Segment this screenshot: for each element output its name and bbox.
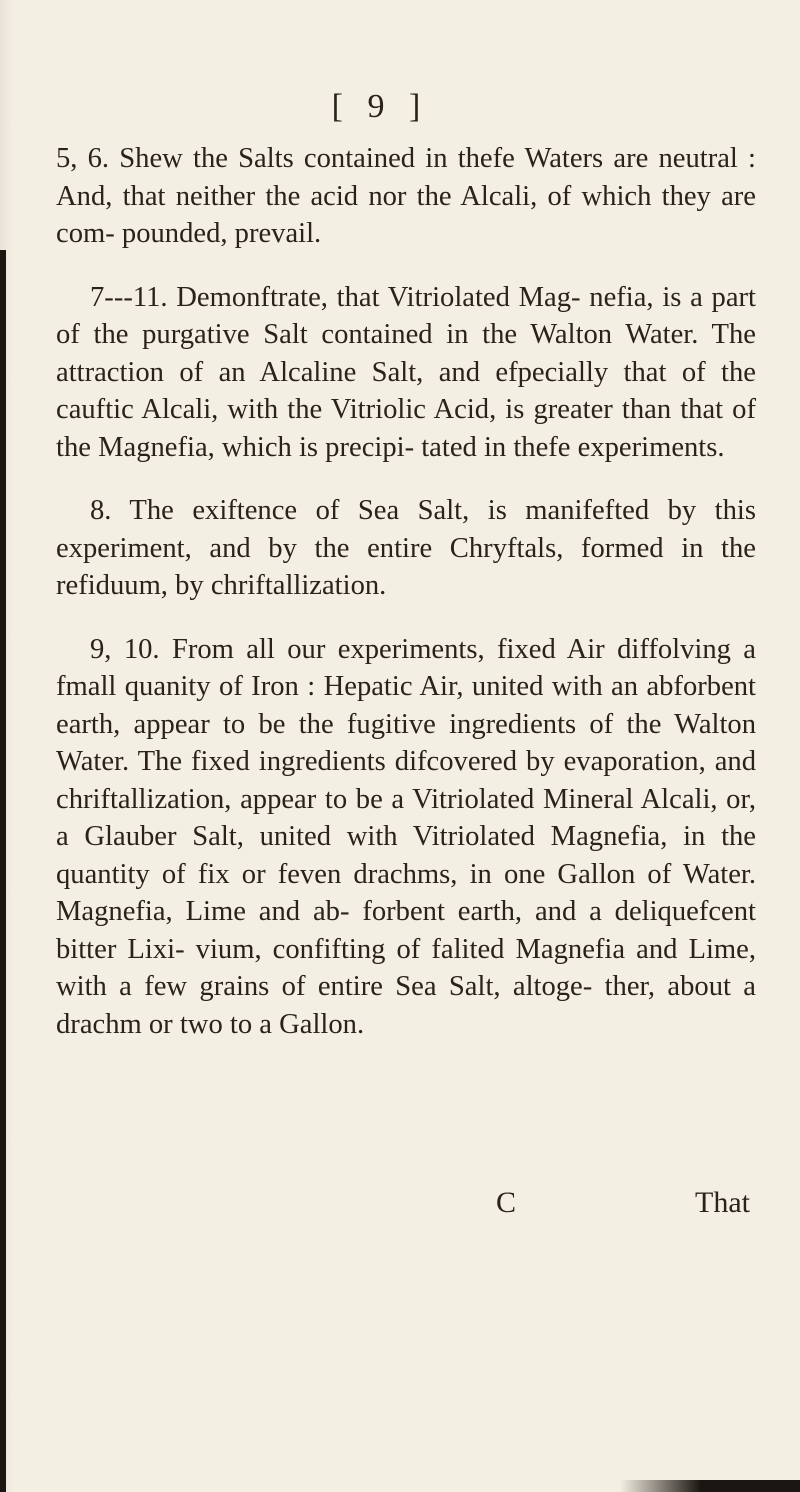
signature-mark: C (496, 1186, 517, 1219)
paragraph-8: 8. The exiftence of Sea Salt, is manifefted by this experiment, and by the entire Chryftals, formed in the refiduum, by chriftallization. (56, 495, 756, 601)
paragraph-5-6: 5, 6. Shew the Salts contained in thefe Waters are neutral : And, that neither the acid nor the Alcali, of which they are com- pounded, prevail. (56, 143, 756, 249)
page-edge-shadow (620, 1480, 800, 1492)
paragraph-9-10: 9, 10. From all our experiments, fixed Air diffolving a fmall quanity of Iron : Hepatic Air, united with an abforbent earth, appear to be the fugitive ingredients of the Walton Water. The fixed ingredients difcovered by evaporation, and chriftallization, appear to be a Vitriolated Mineral Alcali, or, a Glauber Salt, united with Vitriolated Magnefia, in the quantity of fix or feven drachms, in one Gallon of Water. Magnefia, Lime and ab- forbent earth, and a deliquefcent bitter Lixi- vium, confifting of falited Magnefia and Lime, with a few grains of entire Sea Salt, altoge- ther, about a drachm or two to a Gallon. (56, 633, 756, 1040)
binding-shadow (0, 250, 6, 1492)
body-text (56, 140, 756, 1069)
page-number: [ 9 ] (331, 88, 429, 125)
catchword: That (695, 1186, 750, 1219)
paragraph-7-11: 7---11. Demonftrate, that Vitriolated Mag- nefia, is a part of the purgative Salt contained in the Walton Water. The attraction of an Alcaline Salt, and efpecially that of the cauftic Alcali, with the Vitriolic Acid, is greater than that of the Magnefia, which is precipi- tated in thefe experiments. (56, 281, 756, 463)
page-footer (56, 1186, 756, 1226)
